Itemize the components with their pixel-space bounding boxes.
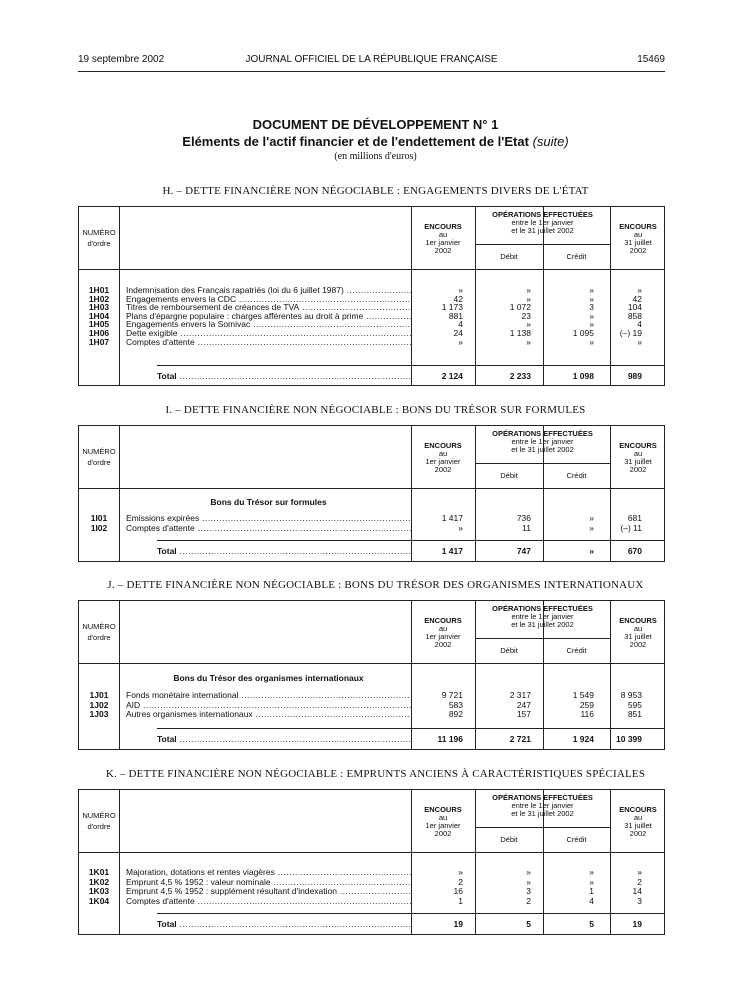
row-value-end: » bbox=[637, 867, 642, 877]
row-label: Autres organismes internationaux ..... bbox=[126, 709, 411, 719]
row-value-start: 1 417 bbox=[441, 513, 463, 523]
encours-end-header-line: 31 juillet bbox=[624, 821, 652, 830]
row-code: 1H02 bbox=[88, 293, 110, 304]
numero-label: NUMÉRO bbox=[82, 622, 116, 631]
encours-start-header bbox=[411, 806, 475, 838]
row-value-start: » bbox=[458, 336, 463, 347]
row-value-end: 595 bbox=[627, 699, 642, 710]
section-table bbox=[78, 206, 665, 386]
encours-end-header bbox=[610, 617, 666, 649]
total-value-end: 989 bbox=[627, 371, 642, 381]
row-value-credit: » bbox=[589, 310, 594, 321]
row-label: Emissions expirées ..... bbox=[126, 513, 411, 523]
row-value-debit: » bbox=[526, 319, 531, 330]
row-code: 1H01 bbox=[88, 285, 110, 295]
row-value-start: 892 bbox=[448, 709, 463, 720]
encours-end-header-line: 31 juillet bbox=[624, 457, 652, 466]
row-value-end: 858 bbox=[627, 310, 642, 321]
row-value-credit: » bbox=[589, 319, 594, 330]
column-divider bbox=[119, 790, 120, 934]
total-rule-left bbox=[157, 728, 411, 729]
row-value-end: 681 bbox=[627, 513, 642, 523]
subtitle-suffix: (suite) bbox=[532, 134, 569, 149]
row-value-end: 851 bbox=[627, 709, 642, 720]
encours-end-header-line: 2002 bbox=[629, 465, 647, 474]
numero-label: NUMÉRO bbox=[82, 811, 116, 820]
encours-start-header-line: ENCOURS bbox=[424, 222, 462, 231]
row-value-end: (–) 19 bbox=[619, 328, 642, 338]
row-value-credit: 1 549 bbox=[572, 690, 594, 700]
header-rule bbox=[79, 852, 664, 853]
row-code: 1H06 bbox=[88, 328, 110, 338]
column-divider bbox=[119, 426, 120, 561]
row-label: Emprunt 4,5 % 1952 : supplément résultant d'indexation ..... bbox=[126, 886, 411, 896]
total-rule-left bbox=[157, 913, 411, 914]
total-rule-left bbox=[157, 365, 411, 366]
operations-header-line: OPÉRATIONS EFFECTUÉES bbox=[492, 429, 593, 438]
row-code: 1J02 bbox=[89, 699, 109, 710]
document-title: DOCUMENT DE DÉVELOPPEMENT N° 1 bbox=[252, 117, 499, 132]
total-value-credit: » bbox=[589, 546, 594, 556]
encours-end-header bbox=[610, 442, 666, 474]
row-code: 1H07 bbox=[88, 336, 110, 347]
encours-start-header bbox=[411, 442, 475, 474]
total-rule bbox=[411, 365, 664, 366]
row-value-credit: » bbox=[589, 285, 594, 295]
row-label: Plans d'épargne populaire : charges afférentes au droit à prime ..... bbox=[126, 311, 411, 321]
total-value-debit: 2 233 bbox=[509, 371, 531, 381]
encours-start-header-line: ENCOURS bbox=[424, 805, 462, 814]
total-value-end: 670 bbox=[627, 546, 642, 556]
encours-start-header-line: 1er janvier bbox=[425, 821, 461, 830]
row-value-start: 1 173 bbox=[441, 302, 463, 313]
row-value-start: 881 bbox=[448, 310, 463, 321]
total-value-debit: 5 bbox=[526, 919, 531, 929]
row-value-credit: 4 bbox=[589, 895, 594, 906]
row-value-start: » bbox=[458, 522, 463, 533]
row-value-credit: » bbox=[589, 522, 594, 533]
encours-start-header-line: 1er janvier bbox=[425, 632, 461, 641]
row-value-debit: » bbox=[526, 336, 531, 347]
row-code: 1J03 bbox=[89, 709, 109, 720]
encours-start-header-line: au bbox=[438, 624, 448, 633]
row-label: Majoration, dotations et rentes viagères ..... bbox=[126, 867, 411, 877]
encours-start-header-line: 2002 bbox=[434, 246, 452, 255]
row-value-credit: » bbox=[589, 513, 594, 523]
row-value-end: 14 bbox=[632, 886, 642, 897]
operations-subrule bbox=[475, 244, 610, 245]
operations-header bbox=[475, 605, 610, 629]
operations-header-line: et le 31 juillet 2002 bbox=[511, 445, 574, 454]
section-title: K. – DETTE FINANCIÈRE NON NÉGOCIABLE : EMPRUNTS ANCIENS À CARACTÉRISTIQUES SPÉCIALES bbox=[105, 768, 646, 780]
debit-header: Débit bbox=[500, 835, 518, 844]
credit-header: Crédit bbox=[566, 471, 587, 480]
section-table bbox=[78, 600, 665, 750]
encours-end-header-line: ENCOURS bbox=[619, 222, 657, 231]
row-value-end: 2 bbox=[637, 876, 642, 887]
row-label: Indemnisation des Français rapatriés (loi du 6 juillet 1987) ..... bbox=[126, 285, 411, 295]
section-title: H. – DETTE FINANCIÈRE NON NÉGOCIABLE : ENGAGEMENTS DIVERS DE L'ÉTAT bbox=[162, 185, 589, 197]
encours-end-header bbox=[610, 223, 666, 255]
row-value-credit: 116 bbox=[580, 709, 594, 720]
encours-start-header-line: au bbox=[438, 449, 448, 458]
encours-start-header-line: 1er janvier bbox=[425, 238, 461, 247]
row-value-debit: 2 317 bbox=[509, 690, 531, 700]
ordre-label: d'ordre bbox=[87, 239, 111, 248]
header-date: 19 septembre 2002 bbox=[78, 54, 165, 65]
header-rule bbox=[79, 663, 664, 664]
total-value-credit: 5 bbox=[589, 919, 594, 929]
encours-start-header bbox=[411, 617, 475, 649]
total-rule-left bbox=[157, 540, 411, 541]
operations-header-line: OPÉRATIONS EFFECTUÉES bbox=[492, 604, 593, 613]
total-value-start: 2 124 bbox=[441, 371, 463, 381]
encours-end-header bbox=[610, 806, 666, 838]
numero-header bbox=[79, 448, 119, 467]
row-value-debit: 736 bbox=[516, 513, 531, 523]
row-value-end: 42 bbox=[632, 293, 642, 304]
row-label: Dette exigible ..... bbox=[126, 328, 411, 338]
total-rule bbox=[411, 913, 664, 914]
row-value-credit: » bbox=[589, 336, 594, 347]
header-rule bbox=[78, 71, 665, 72]
operations-header-line: OPÉRATIONS EFFECTUÉES bbox=[492, 793, 593, 802]
encours-end-header-line: au bbox=[633, 624, 643, 633]
row-value-end: 8 953 bbox=[620, 690, 642, 700]
row-value-end: » bbox=[637, 336, 642, 347]
section-subheading: Bons du Trésor sur formules bbox=[210, 497, 327, 507]
row-value-end: (–) 11 bbox=[620, 522, 642, 533]
total-value-credit: 1 098 bbox=[572, 371, 594, 381]
row-value-debit: 1 138 bbox=[509, 328, 531, 338]
row-code: 1I02 bbox=[90, 522, 108, 533]
encours-start-header-line: ENCOURS bbox=[424, 616, 462, 625]
row-label: Comptes d'attente ..... bbox=[126, 523, 411, 533]
encours-start-header-line: 2002 bbox=[434, 829, 452, 838]
total-value-end: 10 399 bbox=[616, 734, 642, 744]
encours-end-header-line: 2002 bbox=[629, 640, 647, 649]
unit-note: (en millions d'euros) bbox=[334, 151, 417, 162]
row-value-start: 24 bbox=[453, 328, 463, 338]
encours-end-header-line: 31 juillet bbox=[624, 238, 652, 247]
operations-subrule bbox=[475, 463, 610, 464]
row-code: 1H05 bbox=[88, 319, 110, 330]
section-title: J. – DETTE FINANCIÈRE NON NÉGOCIABLE : BONS DU TRÉSOR DES ORGANISMES INTERNATIONAUX bbox=[107, 579, 644, 591]
debit-header: Débit bbox=[500, 252, 518, 261]
numero-header bbox=[79, 623, 119, 642]
operations-header-line: entre le 1er janvier bbox=[511, 218, 574, 227]
credit-header: Crédit bbox=[566, 646, 587, 655]
total-rule bbox=[411, 540, 664, 541]
row-value-debit: 1 072 bbox=[509, 302, 531, 313]
encours-end-header-line: ENCOURS bbox=[619, 616, 657, 625]
row-value-end: » bbox=[637, 285, 642, 295]
debit-header: Débit bbox=[500, 471, 518, 480]
row-value-end: 3 bbox=[637, 895, 642, 906]
row-value-start: 9 721 bbox=[441, 690, 463, 700]
numero-header bbox=[79, 812, 119, 831]
header-journal: JOURNAL OFFICIEL DE LA RÉPUBLIQUE FRANÇAISE bbox=[245, 54, 498, 65]
total-label: Total ..... bbox=[157, 546, 411, 556]
operations-header-line: et le 31 juillet 2002 bbox=[511, 620, 574, 629]
ordre-label: d'ordre bbox=[87, 458, 111, 467]
encours-start-header-line: 2002 bbox=[434, 640, 452, 649]
encours-end-header-line: 2002 bbox=[629, 246, 647, 255]
row-value-start: » bbox=[458, 285, 463, 295]
operations-subrule bbox=[475, 827, 610, 828]
ordre-label: d'ordre bbox=[87, 822, 111, 831]
row-code: 1K03 bbox=[88, 886, 110, 897]
total-label: Total ..... bbox=[157, 734, 411, 744]
section-table bbox=[78, 789, 665, 935]
total-value-start: 1 417 bbox=[441, 546, 463, 556]
row-label: Engagements envers la Somivac ..... bbox=[126, 319, 411, 329]
row-value-debit: » bbox=[526, 867, 531, 877]
row-value-debit: 2 bbox=[526, 895, 531, 906]
operations-header-line: OPÉRATIONS EFFECTUÉES bbox=[492, 210, 593, 219]
row-value-start: 2 bbox=[458, 876, 463, 887]
row-code: 1K02 bbox=[88, 876, 110, 887]
section-table bbox=[78, 425, 665, 562]
encours-end-header-line: ENCOURS bbox=[619, 805, 657, 814]
section-title: I. – DETTE FINANCIÈRE NON NÉGOCIABLE : BONS DU TRÉSOR SUR FORMULES bbox=[165, 404, 586, 416]
encours-start-header bbox=[411, 223, 475, 255]
operations-header-line: entre le 1er janvier bbox=[511, 612, 574, 621]
encours-end-header-line: au bbox=[633, 449, 643, 458]
encours-start-header-line: au bbox=[438, 230, 448, 239]
row-value-start: 4 bbox=[458, 319, 463, 330]
total-value-debit: 747 bbox=[516, 546, 531, 556]
total-value-start: 19 bbox=[453, 919, 463, 929]
row-value-debit: 11 bbox=[522, 522, 531, 533]
operations-header-line: et le 31 juillet 2002 bbox=[511, 226, 574, 235]
encours-end-header-line: 2002 bbox=[629, 829, 647, 838]
row-value-start: » bbox=[458, 867, 463, 877]
encours-start-header-line: au bbox=[438, 813, 448, 822]
ordre-label: d'ordre bbox=[87, 633, 111, 642]
row-label: Engagements envers la CDC ..... bbox=[126, 294, 411, 304]
row-code: 1I01 bbox=[90, 513, 108, 523]
encours-end-header-line: au bbox=[633, 813, 643, 822]
header-rule bbox=[79, 488, 664, 489]
operations-header bbox=[475, 430, 610, 454]
row-value-debit: » bbox=[526, 285, 531, 295]
operations-header bbox=[475, 794, 610, 818]
numero-header bbox=[79, 229, 119, 248]
numero-label: NUMÉRO bbox=[82, 447, 116, 456]
total-rule bbox=[411, 728, 664, 729]
row-label: Emprunt 4,5 % 1952 : valeur nominale ..... bbox=[126, 877, 411, 887]
total-value-debit: 2 721 bbox=[509, 734, 531, 744]
row-value-credit: 1 095 bbox=[572, 328, 594, 338]
operations-subrule bbox=[475, 638, 610, 639]
encours-start-header-line: 2002 bbox=[434, 465, 452, 474]
operations-header-line: et le 31 juillet 2002 bbox=[511, 809, 574, 818]
row-value-debit: » bbox=[526, 876, 531, 887]
subtitle-text: Eléments de l'actif financier et de l'endettement de l'Etat bbox=[182, 134, 529, 149]
column-divider bbox=[119, 207, 120, 385]
row-label: Comptes d'attente ..... bbox=[126, 337, 411, 347]
page-header bbox=[78, 54, 665, 68]
encours-end-header-line: 31 juillet bbox=[624, 632, 652, 641]
section-subheading: Bons du Trésor des organismes internationaux bbox=[173, 673, 364, 683]
row-code: 1H03 bbox=[88, 302, 110, 313]
total-label: Total ..... bbox=[157, 371, 411, 381]
row-value-credit: » bbox=[589, 293, 594, 304]
row-value-debit: 247 bbox=[516, 699, 531, 710]
row-code: 1H04 bbox=[88, 310, 110, 321]
total-value-credit: 1 924 bbox=[572, 734, 594, 744]
row-label: Comptes d'attente ..... bbox=[126, 896, 411, 906]
row-value-end: 104 bbox=[627, 302, 642, 313]
row-value-credit: 259 bbox=[579, 699, 594, 710]
encours-end-header-line: au bbox=[633, 230, 643, 239]
total-value-start: 11 196 bbox=[437, 734, 463, 744]
header-page-number: 15469 bbox=[637, 54, 665, 65]
operations-header-line: entre le 1er janvier bbox=[511, 437, 574, 446]
encours-start-header-line: ENCOURS bbox=[424, 441, 462, 450]
row-value-debit: 23 bbox=[521, 310, 531, 321]
encours-end-header-line: ENCOURS bbox=[619, 441, 657, 450]
row-label: Titres de remboursement de créances de TVA ..... bbox=[126, 302, 411, 312]
row-value-debit: 157 bbox=[516, 709, 531, 720]
operations-header-line: entre le 1er janvier bbox=[511, 801, 574, 810]
encours-start-header-line: 1er janvier bbox=[425, 457, 461, 466]
row-label: Fonds monétaire international ..... bbox=[126, 690, 411, 700]
row-value-credit: 3 bbox=[589, 302, 594, 313]
column-divider bbox=[119, 601, 120, 749]
total-label: Total ..... bbox=[157, 919, 411, 929]
row-value-start: 583 bbox=[448, 699, 463, 710]
header-rule bbox=[79, 269, 664, 270]
row-value-credit: 1 bbox=[589, 886, 594, 897]
credit-header: Crédit bbox=[566, 252, 587, 261]
row-value-credit: » bbox=[589, 876, 594, 887]
credit-header: Crédit bbox=[566, 835, 587, 844]
row-value-start: 42 bbox=[453, 293, 463, 304]
row-value-debit: » bbox=[526, 293, 531, 304]
row-label: AID ..... bbox=[126, 700, 411, 710]
total-value-end: 19 bbox=[632, 919, 642, 929]
row-value-debit: 3 bbox=[526, 886, 531, 897]
row-value-start: 1 bbox=[458, 895, 463, 906]
row-code: 1J01 bbox=[89, 690, 109, 700]
operations-header bbox=[475, 211, 610, 235]
row-value-end: 4 bbox=[637, 319, 642, 330]
numero-label: NUMÉRO bbox=[82, 228, 116, 237]
row-code: 1K04 bbox=[88, 895, 110, 906]
row-value-credit: » bbox=[589, 867, 594, 877]
row-value-start: 16 bbox=[453, 886, 463, 897]
document-subtitle bbox=[0, 134, 751, 149]
row-code: 1K01 bbox=[88, 867, 110, 877]
debit-header: Débit bbox=[500, 646, 518, 655]
